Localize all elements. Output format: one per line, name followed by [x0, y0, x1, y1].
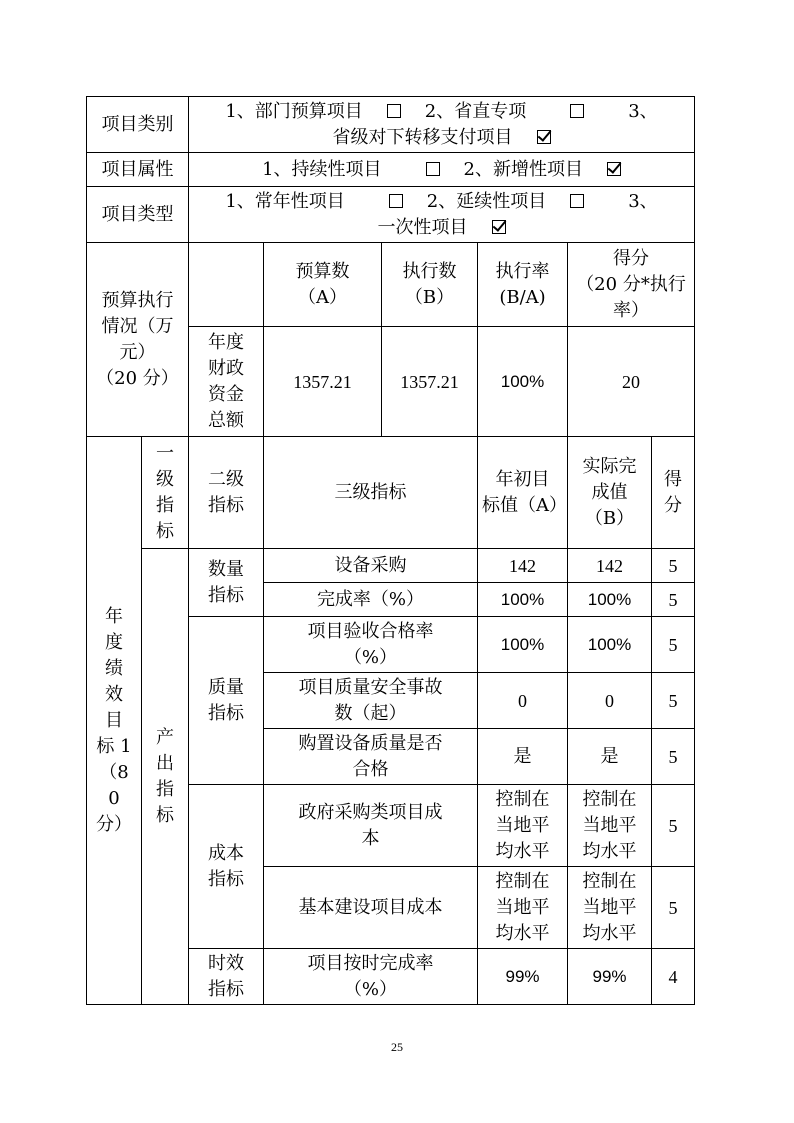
option-provincial-special-label: 2、省直专项: [424, 100, 527, 122]
options-project-category: [189, 97, 695, 153]
header-exec-amount: 执行数 （B）: [382, 243, 478, 327]
checkbox-extended[interactable]: [570, 194, 584, 208]
actual-value: 99%: [568, 949, 652, 1005]
header-level2-indicator: 二级 指标: [189, 437, 264, 549]
table-row: [87, 549, 695, 583]
budget-label-line: 情况（万: [101, 315, 174, 337]
header-budget-score: 得分 （20 分*执行 率）: [568, 243, 695, 327]
option-onetime-number: 3、: [628, 190, 658, 212]
actual-value: 控制在 当地平 均水平: [568, 785, 652, 867]
actual-value: 控制在 当地平 均水平: [568, 867, 652, 949]
indicator-name: 购置设备质量是否 合格: [264, 729, 478, 785]
value-exec-rate: 100%: [478, 327, 568, 437]
actual-value: 0: [568, 673, 652, 729]
row-project-type: [87, 187, 695, 243]
option-transfer-number: 3、: [628, 100, 658, 122]
target-value: 100%: [478, 617, 568, 673]
header-exec-rate: 执行率 (B/A): [478, 243, 568, 327]
label-quantity-indicator: 数量 指标: [189, 549, 264, 617]
score-value: 5: [652, 785, 695, 867]
checkbox-annual[interactable]: [389, 194, 403, 208]
score-value: 5: [652, 673, 695, 729]
header-score: 得分: [652, 437, 695, 549]
row-project-attribute: [87, 153, 695, 187]
options-project-type: [189, 187, 695, 243]
score-value: 5: [652, 867, 695, 949]
target-value: 0: [478, 673, 568, 729]
option-continuous-label: 1、持续性项目: [262, 158, 382, 180]
score-value: 5: [652, 617, 695, 673]
actual-value: 是: [568, 729, 652, 785]
label-budget-execution: [87, 243, 189, 437]
performance-table: [86, 96, 695, 1005]
budget-header-blank: [189, 243, 264, 327]
label-annual-fund-total: 年度 财政 资金 总额: [189, 327, 264, 437]
header-level3-indicator: 三级指标: [264, 437, 478, 549]
checkbox-onetime[interactable]: [492, 220, 506, 234]
budget-label-line: 预算执行: [101, 289, 174, 311]
indicator-name: 完成率（%）: [264, 583, 478, 617]
actual-value: 100%: [568, 617, 652, 673]
score-value: 5: [652, 583, 695, 617]
target-value: 142: [478, 549, 568, 583]
row-budget-header: [87, 243, 695, 327]
page-number: 25: [391, 1040, 403, 1054]
label-project-type: 项目类型: [87, 187, 189, 243]
checkbox-new[interactable]: [607, 162, 621, 176]
option-extended-label: 2、延续性项目: [426, 190, 547, 212]
header-target-value: 年初目 标值（A）: [478, 437, 568, 549]
indicator-name: 项目质量安全事故 数（起）: [264, 673, 478, 729]
value-exec-amount: 1357.21: [382, 327, 478, 437]
actual-value: 142: [568, 549, 652, 583]
option-onetime-label: 一次性项目: [377, 216, 468, 238]
target-value: 100%: [478, 583, 568, 617]
indicator-name: 基本建设项目成本: [264, 867, 478, 949]
header-level1-indicator: 一 级 指 标: [142, 437, 189, 549]
option-annual-label: 1、常年性项目: [225, 190, 345, 212]
actual-value: 100%: [568, 583, 652, 617]
score-value: 5: [652, 729, 695, 785]
option-transfer-payment-label: 省级对下转移支付项目: [332, 126, 513, 148]
indicator-name: 项目按时完成率 （%）: [264, 949, 478, 1005]
label-quality-indicator: 质量 指标: [189, 617, 264, 785]
header-budget-amount: 预算数 （A）: [264, 243, 382, 327]
target-value: 控制在 当地平 均水平: [478, 785, 568, 867]
label-annual-goal: 年 度 绩 效 目 标 1 （8 0 分）: [87, 437, 142, 1005]
value-budget-score: 20: [568, 327, 695, 437]
indicator-name: 设备采购: [264, 549, 478, 583]
label-output-indicator: 产 出 指 标: [142, 549, 189, 1005]
checkbox-dept-budget[interactable]: [387, 104, 401, 118]
label-cost-indicator: 成本 指标: [189, 785, 264, 949]
label-project-attribute: 项目属性: [87, 153, 189, 187]
checkbox-continuous[interactable]: [426, 162, 440, 176]
budget-label-line: 元）: [119, 341, 156, 363]
target-value: 是: [478, 729, 568, 785]
indicator-name: 项目验收合格率 （%）: [264, 617, 478, 673]
label-project-category: 项目类别: [87, 97, 189, 153]
score-value: 4: [652, 949, 695, 1005]
row-project-category: [87, 97, 695, 153]
budget-label-line: （20 分）: [96, 367, 179, 389]
checkbox-transfer-payment[interactable]: [537, 130, 551, 144]
row-perf-header: [87, 437, 695, 549]
value-budget-amount: 1357.21: [264, 327, 382, 437]
indicator-name: 政府采购类项目成 本: [264, 785, 478, 867]
header-actual-value: 实际完 成值 （B）: [568, 437, 652, 549]
options-project-attribute: [189, 153, 695, 187]
checkbox-provincial-special[interactable]: [570, 104, 584, 118]
target-value: 99%: [478, 949, 568, 1005]
option-dept-budget-label: 1、部门预算项目: [225, 100, 363, 122]
target-value: 控制在 当地平 均水平: [478, 867, 568, 949]
label-time-indicator: 时效 指标: [189, 949, 264, 1005]
score-value: 5: [652, 549, 695, 583]
option-new-label: 2、新增性项目: [463, 158, 583, 180]
